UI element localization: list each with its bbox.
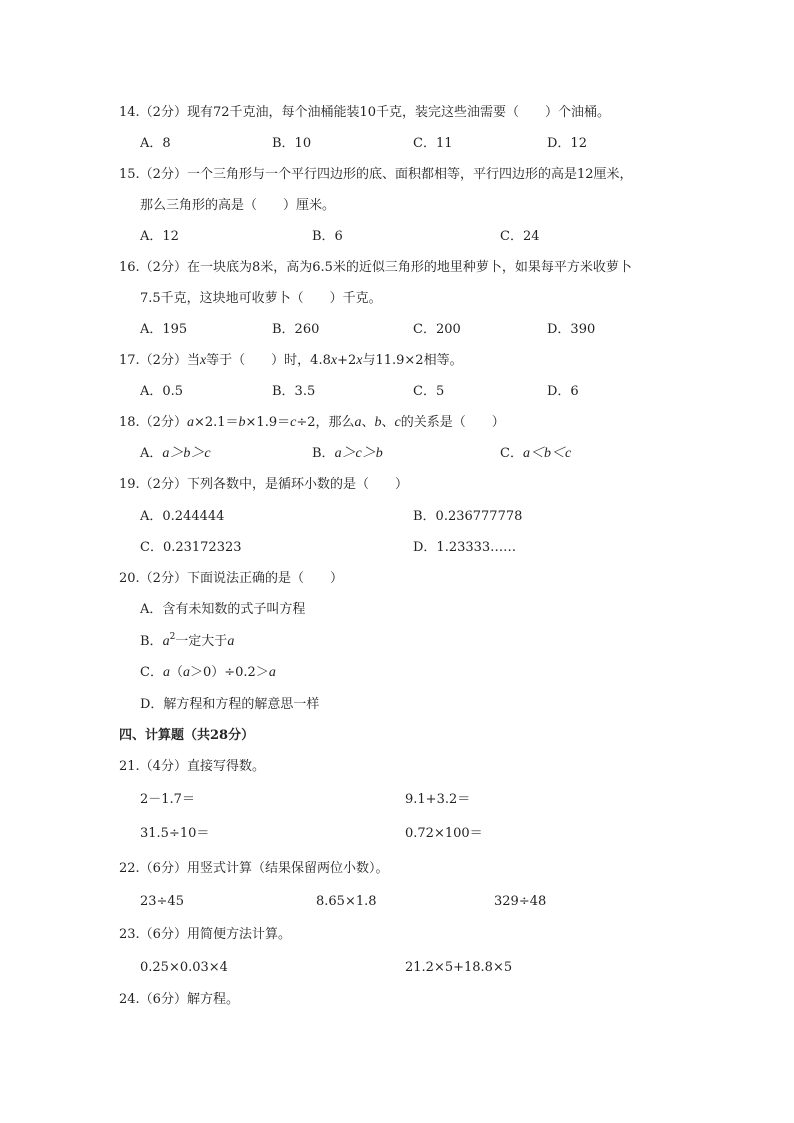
- q20-opt-c-var3: a: [268, 665, 276, 680]
- question-16-option-b: B．260: [272, 322, 320, 337]
- q17-var: x: [199, 353, 207, 368]
- q20-opt-b-text: 一定大于: [175, 634, 228, 649]
- q18-sep1: 、: [361, 415, 375, 430]
- q18-b: b: [238, 415, 246, 430]
- question-17-option-a: A．0.5: [140, 384, 184, 399]
- q18-a: a: [186, 415, 194, 430]
- q18-a2: a: [354, 415, 362, 430]
- question-17-option-b: B．3.5: [272, 384, 316, 399]
- q18-m2: ×1.9＝: [245, 415, 291, 430]
- q17-var2: x: [330, 353, 338, 368]
- q20-opt-c-mid: ＞0）÷0.2＞: [189, 665, 269, 680]
- question-16-option-a: A．195: [140, 322, 188, 337]
- question-22-item-3: 329÷48: [494, 894, 547, 909]
- question-23-item-2: 21.2×5+18.8×5: [405, 960, 513, 975]
- q17-mid1: 等于（ ）时，4.8: [206, 353, 331, 368]
- q18-c: c: [290, 415, 297, 430]
- section-4-title: 四、计算题（共28分）: [119, 728, 255, 743]
- q18-prefix: 18.（2分）: [119, 415, 187, 430]
- question-23-stem: 23.（6分）用简便方法计算。: [119, 927, 291, 942]
- q18-suffix: 的关系是（ ）: [400, 415, 505, 430]
- question-18-option-c: [500, 445, 571, 463]
- q18-opt-a-label: A．: [140, 446, 163, 461]
- q17-suffix: 与11.9×2相等。: [362, 353, 463, 368]
- question-23-item-1: 0.25×0.03×4: [140, 960, 228, 975]
- question-19-option-c: C．0.23172323: [140, 540, 242, 555]
- q17-mid2: +2: [337, 353, 357, 368]
- q20-opt-c-var2: a: [182, 665, 190, 680]
- question-21-item-4: 0.72×100＝: [405, 826, 483, 841]
- question-20-option-c: [140, 664, 276, 682]
- q18-opt-a-expr: a＞b＞c: [162, 446, 211, 461]
- q18-m3: ÷2，那么: [296, 415, 355, 430]
- q18-opt-c-label: C．: [500, 446, 523, 461]
- q20-opt-b-var2: a: [227, 634, 235, 649]
- question-16-option-d: D．390: [547, 322, 596, 337]
- q17-prefix: 17.（2分）当: [119, 353, 200, 368]
- question-17-stem: [119, 352, 463, 370]
- q18-opt-c-expr: a＜b＜c: [522, 446, 572, 461]
- question-15-stem-line1: 15.（2分）一个三角形与一个平行四边形的底、面积都相等，平行四边形的高是12厘米，: [119, 167, 633, 182]
- question-20-option-b: [140, 633, 234, 651]
- question-18-option-a: [140, 445, 211, 463]
- question-20-option-a: A．含有未知数的式子叫方程: [140, 602, 306, 617]
- question-22-item-2: 8.65×1.8: [316, 894, 377, 909]
- question-19-option-b: B．0.236777778: [413, 509, 523, 524]
- question-17-option-d: D．6: [547, 384, 579, 399]
- question-22-stem: 22.（6分）用竖式计算（结果保留两位小数）。: [119, 861, 389, 876]
- q20-opt-c-paren: （: [169, 665, 183, 680]
- question-19-option-a: A．0.244444: [140, 509, 225, 524]
- question-22-item-1: 23÷45: [140, 894, 184, 909]
- q18-m1: ×2.1＝: [193, 415, 239, 430]
- question-21-item-1: 2－1.7＝: [140, 792, 195, 807]
- question-19-option-d: D．1.23333……: [413, 540, 517, 555]
- q18-opt-b-expr: a＞c＞b: [334, 446, 383, 461]
- question-14-option-d: D．12: [547, 136, 587, 151]
- question-16-option-c: C．200: [413, 322, 461, 337]
- q18-c2: c: [394, 415, 401, 430]
- question-15-option-b: B．6: [312, 229, 343, 244]
- question-21-stem: 21.（4分）直接写得数。: [119, 759, 265, 774]
- question-16-stem-line1: 16.（2分）在一块底为8米，高为6.5米的近似三角形的地里种萝卜，如果每平方米收萝卜: [119, 260, 632, 275]
- q20-opt-b-var: a: [162, 634, 170, 649]
- question-18-stem: [119, 414, 505, 432]
- q20-opt-c-label: C．: [140, 665, 163, 680]
- question-20-option-d: D．解方程和方程的解意思一样: [140, 697, 320, 712]
- question-17-option-c: C．5: [413, 384, 445, 399]
- question-21-item-3: 31.5÷10＝: [140, 826, 210, 841]
- question-19-stem: 19.（2分）下列各数中，是循环小数的是（ ）: [119, 477, 408, 492]
- q17-var3: x: [356, 353, 363, 368]
- question-16-stem-line2: 7.5千克，这块地可收萝卜（ ）千克。: [140, 291, 382, 306]
- question-15-option-a: A．12: [140, 229, 179, 244]
- question-14-option-b: B．10: [272, 136, 312, 151]
- q18-b2: b: [374, 415, 382, 430]
- q18-sep2: 、: [381, 415, 395, 430]
- q18-opt-b-label: B．: [312, 446, 335, 461]
- q20-opt-b-label: B．: [140, 634, 163, 649]
- question-24-stem: 24.（6分）解方程。: [119, 992, 239, 1007]
- question-21-item-2: 9.1+3.2＝: [405, 792, 471, 807]
- q20-opt-b-sup: 2: [169, 632, 176, 642]
- question-14-option-c: C．11: [413, 136, 453, 151]
- question-15-option-c: C．24: [500, 229, 540, 244]
- question-20-stem: 20.（2分）下面说法正确的是（ ）: [119, 571, 343, 586]
- q20-opt-c-var: a: [162, 665, 170, 680]
- question-14-stem: 14.（2分）现有72千克油，每个油桶能装10千克，装完这些油需要（ ）个油桶。: [119, 105, 611, 120]
- question-15-stem-line2: 那么三角形的高是（ ）厘米。: [140, 198, 336, 213]
- question-14-option-a: A．8: [140, 136, 171, 151]
- question-18-option-b: [312, 445, 383, 463]
